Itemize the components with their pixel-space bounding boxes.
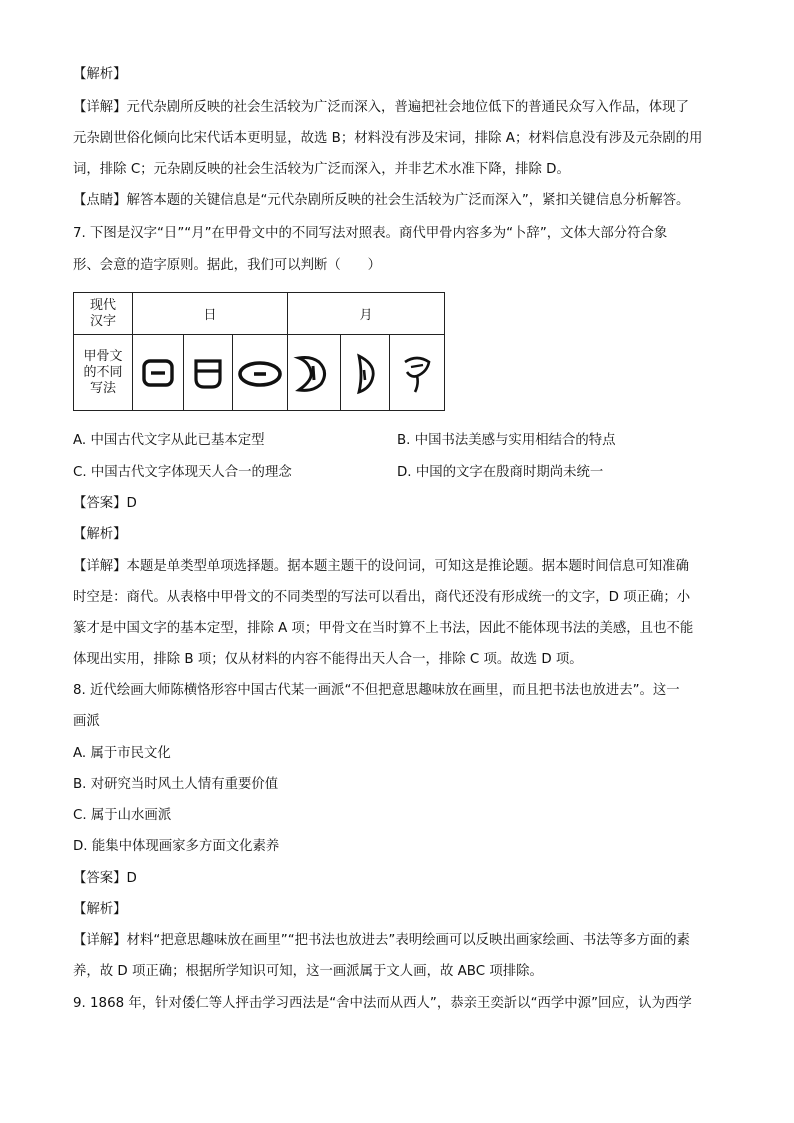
option-a: A. 属于市民文化 bbox=[73, 746, 171, 761]
key-point-line: 【点睛】解答本题的关键信息是“元代杂剧所反映的社会生活较为广泛而深入”，紧扣关键信息分析解答。 bbox=[73, 193, 690, 208]
option-d: D. 能集中体现画家多方面文化素养 bbox=[73, 839, 280, 854]
option-b: B. 对研究当时风土人情有重要价值 bbox=[73, 777, 279, 792]
oracle-ri-glyph-1 bbox=[133, 335, 184, 411]
question-9-stem: 9. 1868 年，针对倭仁等人抨击学习西法是“舍中法而从西人”，恭亲王奕訢以“西学中源”回应，认为西学 bbox=[73, 996, 692, 1011]
oracle-ri-glyph-2 bbox=[184, 335, 233, 411]
oracle-bone-comparison-table bbox=[73, 292, 445, 411]
explanation-line: 【详解】本题是单类型单项选择题。据本题主题干的设问词，可知这是推论题。据本题时间信息可知准确 bbox=[73, 559, 689, 574]
answer-7: 【答案】D bbox=[73, 496, 137, 511]
table-col-ri: 日 bbox=[133, 293, 288, 335]
explanation-line: 时空是：商代。从表格中甲骨文的不同类型的写法可以看出，商代还没有形成统一的文字，D 项正确；小 bbox=[73, 590, 691, 605]
table-col-yue: 月 bbox=[288, 293, 445, 335]
oracle-ri-glyph-3 bbox=[233, 335, 288, 411]
option-d: D. 中国的文字在殷商时期尚未统一 bbox=[397, 465, 604, 480]
oracle-yue-glyph-3 bbox=[390, 335, 445, 411]
option-b: B. 中国书法美感与实用相结合的特点 bbox=[397, 433, 616, 448]
question-8-stem: 8. 近代绘画大师陈横恪形容中国古代某一画派“不但把意思趣味放在画里，而且把书法也放进去”。这一 bbox=[73, 683, 680, 698]
oracle-yue-glyph-1 bbox=[288, 335, 341, 411]
explanation-line: 元杂剧世俗化倾向比宋代话本更明显，故选 B；材料没有涉及宋词，排除 A；材料信息没有涉及元杂剧的用 bbox=[73, 131, 703, 146]
option-c: C. 属于山水画派 bbox=[73, 808, 172, 823]
explanation-line: 篆才是中国文字的基本定型，排除 A 项；甲骨文在当时算不上书法，因此不能体现书法的美感，且也不能 bbox=[73, 621, 694, 636]
oracle-yue-glyph-2 bbox=[341, 335, 390, 411]
option-a: A. 中国古代文字从此已基本定型 bbox=[73, 433, 265, 448]
table-header-modern-chars: 现代 汉字 bbox=[74, 293, 133, 335]
option-c: C. 中国古代文字体现天人合一的理念 bbox=[73, 465, 292, 480]
explanation-line: 【详解】材料“把意思趣味放在画里”“把书法也放进去”表明绘画可以反映出画家绘画、书法等多方面的素 bbox=[73, 933, 690, 948]
jiexi-heading-7: 【解析】 bbox=[73, 527, 127, 542]
jiexi-heading-6: 【解析】 bbox=[73, 67, 127, 82]
answer-8: 【答案】D bbox=[73, 871, 137, 886]
explanation-line: 【详解】元代杂剧所反映的社会生活较为广泛而深入，普遍把社会地位低下的普通民众写入作品，体现了 bbox=[73, 100, 689, 115]
table-header-oracle-variants: 甲骨文 的不同 写法 bbox=[74, 335, 133, 411]
explanation-line: 养，故 D 项正确；根据所学知识可知，这一画派属于文人画，故 ABC 项排除。 bbox=[73, 964, 543, 979]
explanation-line: 词，排除 C；元杂剧反映的社会生活较为广泛而深入，并非艺术水准下降，排除 D。 bbox=[73, 162, 570, 177]
question-8-stem: 画派 bbox=[73, 714, 100, 729]
jiexi-heading-8: 【解析】 bbox=[73, 902, 127, 917]
question-7-stem: 7. 下图是汉字“日”“月”在甲骨文中的不同写法对照表。商代甲骨内容多为“卜辞”，文体大部分符合象 bbox=[73, 226, 668, 241]
explanation-line: 体现出实用，排除 B 项；仅从材料的内容不能得出天人合一，排除 C 项。故选 D 项。 bbox=[73, 652, 583, 667]
question-7-stem: 形、会意的造字原则。据此，我们可以判断（ ） bbox=[73, 258, 381, 273]
